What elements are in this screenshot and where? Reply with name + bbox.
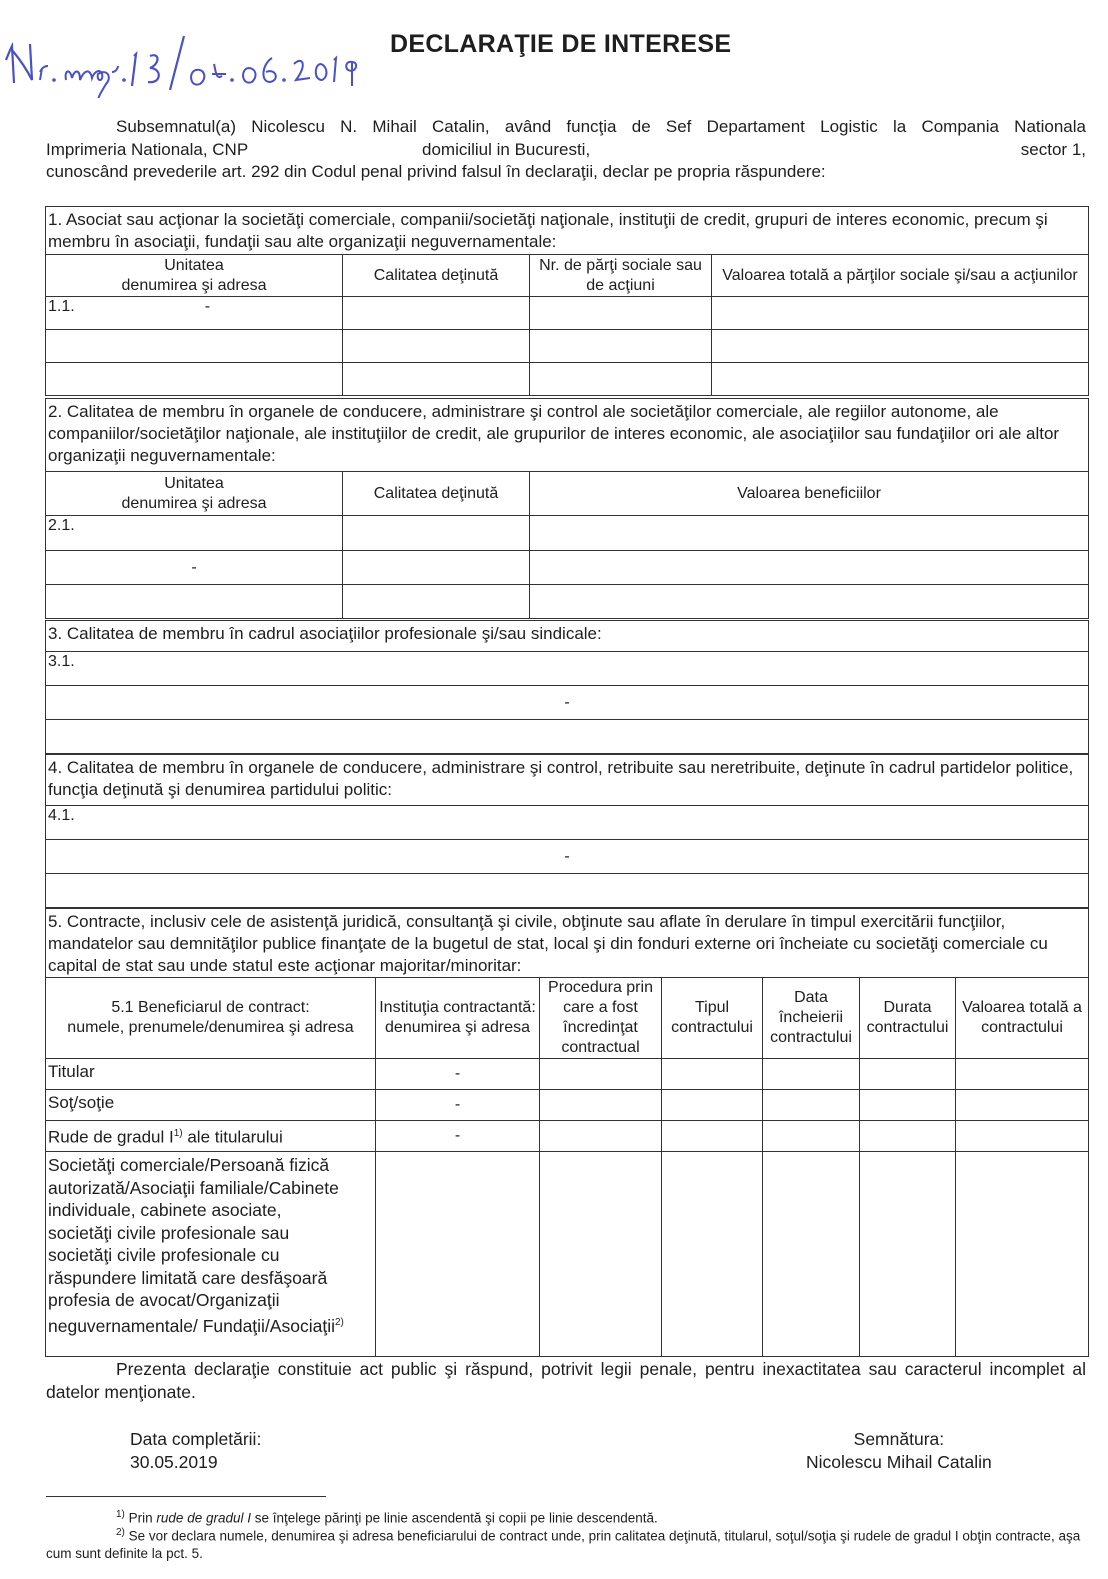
handwritten-registration-note [0, 28, 370, 98]
intro-line-3: cunoscând prevederile art. 292 din Codul penal privind falsul în declaraţii, declar pe propria răspundere: [46, 162, 826, 181]
section-3-table [45, 620, 1089, 754]
section-5-row-titular: Titular [46, 1059, 376, 1090]
section-5-sot-dash: - [376, 1090, 540, 1121]
signature-block [806, 1428, 992, 1474]
section-2-row-1: 2.1. [46, 516, 343, 551]
completion-date-value: 30.05.2019 [130, 1452, 218, 1472]
section-5-col-data: Data încheierii contractului [763, 978, 860, 1059]
signature-name: Nicolescu Mihail Catalin [806, 1452, 992, 1472]
page-title: DECLARAŢIE DE INTERESE [390, 30, 732, 58]
section-2-col-calitatea: Calitatea deţinută [343, 472, 530, 516]
section-5-titular-dash: - [376, 1059, 540, 1090]
section-1-col-nr-parti: Nr. de părţi sociale sau de acţiuni [530, 255, 712, 297]
section-4-row-2-dash: - [46, 840, 1089, 874]
section-4-table [45, 754, 1089, 908]
section-3-heading: 3. Calitatea de membru în cadrul asociaţiilor profesionale şi/sau sindicale: [46, 621, 1089, 652]
section-2-row-2-dash: - [46, 551, 343, 585]
section-1-table [45, 206, 1089, 396]
section-2-col-valoarea: Valoarea beneficiilor [530, 472, 1089, 516]
section-1-col-valoarea: Valoarea totală a părţilor sociale şi/sau a acţiunilor [712, 255, 1089, 297]
intro-line-2 [46, 139, 1086, 162]
section-1-col-calitatea: Calitatea deţinută [343, 255, 530, 297]
section-1-col-unitatea: Unitatea denumirea şi adresa [46, 255, 343, 297]
section-5-heading: 5. Contracte, inclusiv cele de asistenţă juridică, consultanţă şi civile, obţinute sau aflate în derulare în timpul exercitării funcţiilor, mandatelor sau demnităţilor publice finanţate de la bugetul de stat, local şi din fonduri externe ori încheiate cu societăţi comerciale cu capital de stat sau unde statul este acţionar majoritar/minoritar: [46, 909, 1089, 978]
section-5-col-tipul: Tipul contractului [662, 978, 763, 1059]
completion-date-label: Data completării: [130, 1429, 262, 1449]
section-4-row-1: 4.1. [46, 806, 1089, 840]
section-3-row-1: 3.1. [46, 652, 1089, 686]
section-5-row-societati: Societăţi comerciale/Persoană fizică autorizată/Asociaţii familiale/Cabinete individuale, cabinete asociate, societăţi civile profesionale sau societăţi civile profesionale cu răspundere limitată care desfăşoară profesia de avocat/Organizaţii neguvernamentale/ Fundaţii/Asociaţii$^{2)}$ [46, 1152, 376, 1357]
section-3-row-2-dash: - [46, 686, 1089, 720]
signature-label: Semnătura: [853, 1429, 945, 1449]
section-5-col-institutia: Instituţia contractantă: denumirea şi adresa [376, 978, 540, 1059]
footnote-2: $^{2)}$ Se vor declara numele, denumirea şi adresa beneficiarului de contract unde, prin calitatea deţinută, titularul, soţul/soţia şi rudele de gradul I obţin contracte, aşa cum sunt definite la pct. 5. [46, 1527, 1081, 1561]
intro-line-1: Subsemnatul(a) Nicolescu N. Mihail Catalin, având funcţia de Sef Departament Logistic la Compania Nationala [116, 117, 1086, 136]
section-5-rude-dash: - [376, 1121, 540, 1152]
section-5-col-beneficiar: 5.1 Beneficiarul de contract: numele, prenumele/denumirea şi adresa [46, 978, 376, 1059]
section-5-row-rude: Rude de gradul $I^{1)}$ ale titularului [46, 1121, 376, 1152]
intro-paragraph [46, 116, 1086, 184]
section-5-col-valoarea: Valoarea totală a contractului [956, 978, 1089, 1059]
section-1-row-1: 1.1. - [46, 297, 343, 330]
footnote-divider [46, 1496, 326, 1497]
section-5-row-sot: Soţ/soţie [46, 1090, 376, 1121]
section-5-col-procedura: Procedura prin care a fost încredinţat contractual [540, 978, 662, 1059]
intro-cnp: Imprimeria Nationala, CNP [46, 139, 249, 159]
footnote-1: $^{1)}$ Prin rude de gradul I se înţelege părinţi pe linie ascendentă şi copii pe linie descendentă. [116, 1509, 658, 1526]
completion-date [130, 1428, 261, 1474]
intro-domiciliu: domiciliul in Bucuresti, [422, 139, 591, 159]
section-1-heading: 1. Asociat sau acţionar la societăţi comerciale, companii/societăţi naţionale, instituţii de credit, grupuri de interes economic, precum şi membru în asociaţii, fundaţii sau alte organizaţii neguvernamentale: [46, 207, 1089, 255]
section-2-table [45, 398, 1089, 619]
section-4-heading: 4. Calitatea de membru în organele de conducere, administrare şi control, retribuite sau neretribuite, deţinute în cadrul partidelor politice, funcţia deţinută şi denumirea partidului politic: [46, 755, 1089, 806]
section-2-col-unitatea: Unitatea denumirea şi adresa [46, 472, 343, 516]
section-5-col-durata: Durata contractului [860, 978, 956, 1059]
section-2-heading: 2. Calitatea de membru în organele de conducere, administrare şi control ale societăţilor comerciale, ale regiilor autonome, ale companiilor/societăţilor naţionale, ale instituţiilor de credit, ale grupurilor de interes economic, ale asociaţiilor sau fundaţiilor ori ale altor organizaţii neguvernamentale: [46, 399, 1089, 472]
section-5-table [45, 908, 1089, 1357]
closing-statement: Prezenta declaraţie constituie act public şi răspund, potrivit legii penale, pentru inexactitatea sau caracterul incomplet al datelor menţionate. [46, 1359, 1086, 1402]
intro-sector: sector 1, [1020, 139, 1086, 159]
